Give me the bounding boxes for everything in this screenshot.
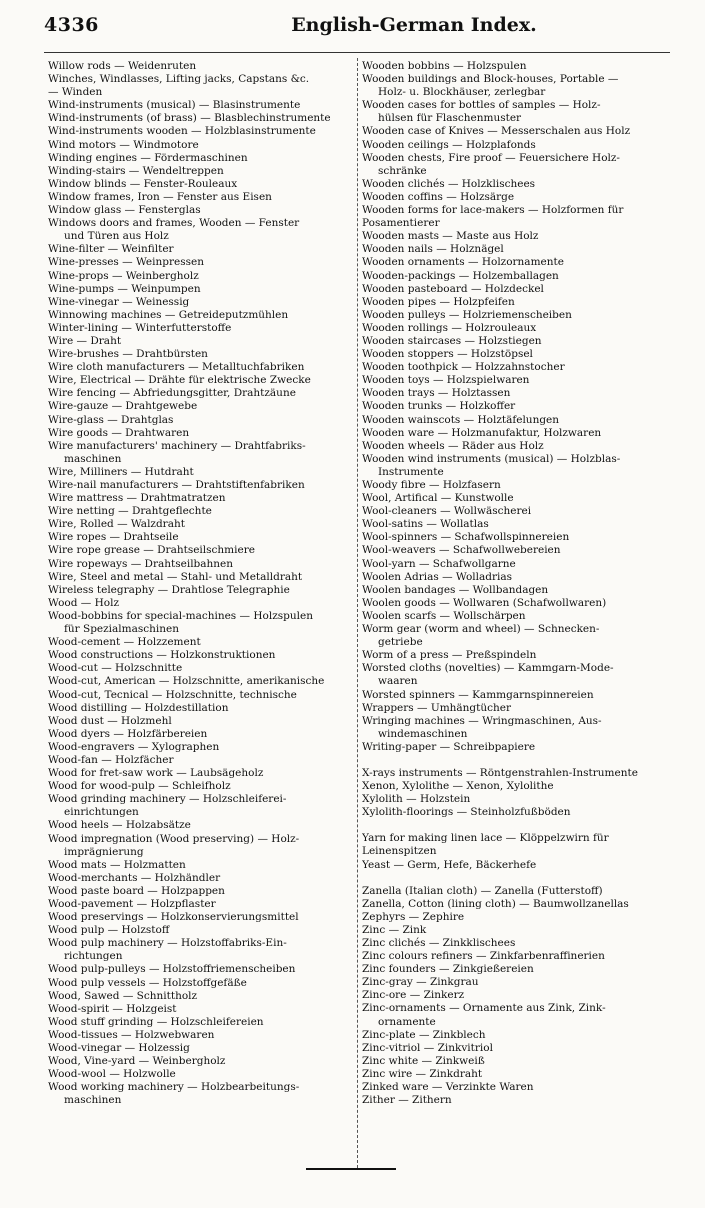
index-entry: Wooden masts — Maste aus Holz — [362, 230, 539, 243]
index-entry: Wireless telegraphy — Drahtlose Telegraphie — [48, 583, 290, 596]
index-entry: Wood pulp vessels — Holzstoffgefäße — [48, 976, 247, 989]
index-entry: Wood heels — Holzabsätze — [48, 819, 191, 832]
index-entry: Wire manufacturers' machinery — Drahtfabriks- — [48, 439, 306, 452]
index-entry: Wire, Electrical — Drähte für elektrische Zwecke — [48, 374, 311, 387]
index-entry: Zinc-gray — Zinkgrau — [362, 976, 479, 989]
index-entry: Wind motors — Windmotore — [48, 138, 199, 151]
index-entry: Wood distilling — Holzdestillation — [48, 701, 229, 714]
index-entry: Wood-merchants — Holzhändler — [48, 871, 221, 884]
index-entry: Wooden nails — Holznägel — [362, 243, 504, 256]
index-entry: Winches, Windlasses, Lifting jacks, Capstans &c. — [48, 73, 310, 86]
index-entry: Wooden stoppers — Holzstöpsel — [362, 348, 533, 361]
footer-rule — [306, 1168, 396, 1170]
index-entry: Wood grinding machinery — Holzschleiferei- — [48, 793, 287, 806]
index-entry: Wool-cleaners — Wollwäscherei — [362, 505, 532, 518]
index-entry: Zinc-ore — Zinkerz — [362, 989, 465, 1002]
index-entry: Wood-tissues — Holzwebwaren — [48, 1028, 215, 1041]
page-header — [44, 14, 664, 44]
index-entry: Wrappers — Umhängtücher — [362, 701, 512, 714]
index-entry: maschinen — [64, 452, 122, 465]
index-entry: Wooden pasteboard — Holzdeckel — [362, 282, 544, 295]
index-entry: Wire rope grease — Drahtseilschmiere — [48, 544, 255, 557]
index-entry: Wooden ornaments — Holzornamente — [362, 256, 564, 269]
section-gap — [362, 754, 668, 767]
index-entry: Wool, Artifical — Kunstwolle — [362, 492, 514, 505]
index-entry: Xylolith — Holzstein — [362, 793, 471, 806]
index-entry: Wooden staircases — Holzstiegen — [362, 334, 542, 347]
index-entry: windemaschinen — [378, 727, 468, 740]
index-entry: Zinc-vitriol — Zinkvitriol — [362, 1041, 493, 1054]
index-entry: maschinen — [64, 1094, 122, 1107]
index-entry: Wood, Sawed — Schnittholz — [48, 989, 198, 1002]
index-entry: Wire fencing — Abfriedungsgitter, Drahtzäune — [48, 387, 296, 400]
index-entry: getriebe — [378, 636, 423, 649]
index-entry: Wringing machines — Wringmaschinen, Aus- — [362, 714, 602, 727]
index-entry: Wire ropes — Drahtseile — [48, 531, 179, 544]
index-entry: schränke — [378, 164, 427, 177]
index-entry: hülsen für Flaschenmuster — [378, 112, 522, 125]
index-entry: Wooden pipes — Holzpfeifen — [362, 295, 515, 308]
index-entry: Wine-filter — Weinfilter — [48, 243, 174, 256]
index-entry: Wooden ceilings — Holzplafonds — [362, 138, 536, 151]
index-entry: Wooden-packings — Holzemballagen — [362, 269, 559, 282]
index-entry: waaren — [378, 675, 418, 688]
index-entry: richtungen — [64, 950, 123, 963]
index-entry: Wooden wheels — Räder aus Holz — [362, 439, 544, 452]
index-entry: Xenon, Xylolithe — Xenon, Xylolithe — [362, 780, 554, 793]
index-entry: Wooden pulleys — Holzriemenscheiben — [362, 308, 572, 321]
index-entry: Wind-instruments (of brass) — Blasblechinstrumente — [48, 112, 331, 125]
index-entry: Wine-vinegar — Weinessig — [48, 295, 190, 308]
index-entry: Wood paste board — Holzpappen — [48, 884, 225, 897]
index-entry: Zinc clichés — Zinkklischees — [362, 937, 516, 949]
index-entry: Woolen Adrias — Wolladrias — [362, 570, 513, 583]
index-entry: Wire goods — Drahtwaren — [48, 426, 190, 439]
index-entry: Wooden wainscots — Holztäfelungen — [362, 413, 560, 426]
index-entry: Worsted cloths (novelties) — Kammgarn-Mode- — [362, 662, 614, 675]
index-entry: Wood-wool — Holzwolle — [48, 1068, 176, 1081]
index-entry: Window blinds — Fenster-Rouleaux — [48, 177, 238, 190]
index-entry: Worsted spinners — Kammgarnspinnereien — [362, 688, 594, 701]
index-entry: Woolen scarfs — Wollschärpen — [362, 609, 526, 622]
index-entry: Posamentierer — [362, 217, 440, 230]
index-entry: Wood, Vine-yard — Weinbergholz — [48, 1055, 226, 1068]
index-entry: Willow rods — Weidenruten — [48, 60, 197, 72]
index-entry: ornamente — [378, 1015, 436, 1028]
index-entry: Wood-cut, American — Holzschnitte, amerikanische — [48, 675, 325, 688]
index-entry: Wooden bobbins — Holzspulen — [362, 60, 527, 72]
index-entry: Winter-lining — Winterfutterstoffe — [48, 321, 232, 334]
index-entry: Wooden chests, Fire proof — Feuersichere Holz- — [362, 151, 620, 164]
index-entry: Zinc white — Zinkweiß — [362, 1054, 485, 1067]
index-entry: Worm of a press — Preßspindeln — [362, 649, 537, 662]
index-entry: Writing-paper — Schreibpapiere — [362, 740, 536, 753]
index-entry: Wire cloth manufacturers — Metalltuchfabriken — [48, 361, 305, 374]
index-entry: Wire — Draht — [48, 334, 122, 347]
index-entry: Wood-vinegar — Holzessig — [48, 1042, 190, 1055]
index-entry: Zinc wire — Zinkdraht — [362, 1067, 483, 1080]
index-entry: Instrumente — [378, 465, 444, 478]
index-entry: Zinc-plate — Zinkblech — [362, 1028, 486, 1041]
index-entry: Wood — Holz — [48, 596, 119, 609]
index-entry: — Winden — [48, 86, 103, 99]
index-entry: einrichtungen — [64, 806, 139, 819]
index-entry: Zanella, Cotton (lining cloth) — Baumwollzanellas — [362, 897, 629, 910]
index-entry: Wire-brushes — Drahtbürsten — [48, 348, 208, 361]
index-entry: Zinc — Zink — [362, 923, 427, 936]
index-entry: Wine-pumps — Weinpumpen — [48, 282, 201, 295]
index-entry: Wool-weavers — Schafwollwebereien — [362, 544, 561, 557]
index-entry: Zinc founders — Zinkgießereien — [362, 963, 534, 976]
index-entry: Wooden ware — Holzmanufaktur, Holzwaren — [362, 426, 602, 439]
index-entry: Wooden clichés — Holzklischees — [362, 177, 536, 190]
index-entry: X-rays instruments — Röntgenstrahlen-Instrumente — [362, 766, 638, 779]
index-entry: Zinc-ornaments — Ornamente aus Zink, Zink- — [362, 1002, 606, 1015]
index-entry: für Spezialmaschinen — [64, 623, 179, 636]
index-entry: Wool-satins — Wollatlas — [362, 518, 489, 531]
page-number: 4336 — [44, 14, 99, 36]
index-entry: Yarn for making linen lace — Klöppelzwirn für — [362, 832, 609, 845]
index-entry: Wooden coffins — Holzsärge — [362, 190, 515, 203]
index-entry: Wood preservings — Holzkonservierungsmittel — [48, 911, 299, 924]
index-entry: Xylolith-floorings — Steinholzfußböden — [362, 806, 571, 819]
index-entry: Zanella (Italian cloth) — Zanella (Futterstoff) — [362, 884, 603, 897]
index-entry: und Türen aus Holz — [64, 230, 169, 243]
index-entry: Winding-stairs — Wendeltreppen — [48, 164, 224, 177]
index-entry: Wood-fan — Holzfächer — [48, 753, 174, 766]
index-entry: Wood working machinery — Holzbearbeitungs- — [48, 1081, 300, 1094]
index-entry: Wooden cases for bottles of samples — Holz- — [362, 99, 601, 112]
index-entry: Wire-nail manufacturers — Drahtstiftenfabriken — [48, 479, 305, 491]
column-divider — [357, 58, 358, 1168]
page-title: English-German Index. — [291, 14, 537, 36]
index-entry: Wool-yarn — Schafwollgarne — [362, 557, 516, 570]
index-entry: Wire, Rolled — Walzdraht — [48, 518, 185, 531]
index-entry: Window glass — Fensterglas — [48, 204, 201, 217]
index-entry: Wood for fret-saw work — Laubsägeholz — [48, 767, 264, 780]
index-entry: Wood-engravers — Xylographen — [48, 740, 220, 753]
index-entry: Wooden wind instruments (musical) — Holzblas- — [362, 452, 621, 465]
index-entry: Wood pulp machinery — Holzstoffabriks-Ein- — [48, 937, 287, 950]
index-entry: Wire, Steel and metal — Stahl- und Metalldraht — [48, 570, 303, 583]
index-entry: imprägnierung — [64, 845, 144, 858]
left-column — [48, 60, 354, 1108]
index-entry: Wood constructions — Holzkonstruktionen — [48, 649, 276, 662]
index-entry: Zither — Zithern — [362, 1094, 452, 1107]
right-column — [362, 60, 668, 1107]
index-entry: Wood-cut — Holzschnitte — [48, 662, 183, 675]
index-entry: Wind-instruments (musical) — Blasinstrumente — [48, 99, 301, 112]
index-entry: Wine-presses — Weinpressen — [48, 256, 204, 269]
index-entry: Wire-gauze — Drahtgewebe — [48, 400, 198, 413]
index-entry: Wooden rollings — Holzrouleaux — [362, 321, 537, 334]
index-entry: Wool-spinners — Schafwollspinnereien — [362, 531, 570, 544]
index-entry: Wood dust — Holzmehl — [48, 714, 172, 727]
index-entry: Wooden toys — Holzspielwaren — [362, 374, 530, 387]
index-entry: Wire-glass — Drahtglas — [48, 413, 174, 426]
index-entry: Zinked ware — Verzinkte Waren — [362, 1081, 534, 1094]
section-gap — [362, 819, 668, 832]
index-entry: Winding engines — Fördermaschinen — [48, 151, 248, 164]
index-entry: Window frames, Iron — Fenster aus Eisen — [48, 190, 272, 203]
index-entry: Holz- u. Blockhäuser, zerlegbar — [378, 86, 546, 99]
index-entry: Wood-spirit — Holzgeist — [48, 1002, 177, 1015]
index-entry: Woody fibre — Holzfasern — [362, 479, 501, 491]
index-entry: Wood stuff grinding — Holzschleifereien — [48, 1015, 264, 1028]
index-entry: Worm gear (worm and wheel) — Schnecken- — [362, 623, 600, 636]
index-entry: Wine-props — Weinbergholz — [48, 269, 199, 282]
header-rule — [44, 52, 670, 53]
index-entry: Woolen bandages — Wollbandagen — [362, 583, 549, 596]
index-entry: Wood dyers — Holzfärbereien — [48, 727, 208, 740]
index-entry: Wood-cut, Tecnical — Holzschnitte, technische — [48, 688, 297, 701]
index-entry: Wooden forms for lace-makers — Holzformen für — [362, 204, 624, 217]
index-entry: Wood impregnation (Wood preserving) — Holz- — [48, 832, 300, 845]
index-entry: Wire mattress — Drahtmatratzen — [48, 492, 226, 505]
index-entry: Woolen goods — Wollwaren (Schafwollwaren) — [362, 596, 607, 609]
index-entry: Wood-bobbins for special-machines — Holzspulen — [48, 609, 313, 622]
index-entry: Zephyrs — Zephire — [362, 910, 465, 923]
index-entry: Wire ropeways — Drahtseilbahnen — [48, 557, 234, 570]
index-entry: Wood pulp-pulleys — Holzstoffriemenscheiben — [48, 963, 296, 976]
index-entry: Windows doors and frames, Wooden — Fenster — [48, 217, 300, 230]
index-entry: Wire, Milliners — Hutdraht — [48, 465, 194, 478]
index-entry: Zinc colours refiners — Zinkfarbenraffinerien — [362, 950, 605, 963]
index-entry: Yeast — Germ, Hefe, Bäckerhefe — [362, 858, 537, 871]
index-entry: Wind-instruments wooden — Holzblasinstrumente — [48, 125, 316, 138]
index-entry: Wood-cement — Holzzement — [48, 636, 201, 649]
index-entry: Wooden trays — Holztassen — [362, 387, 511, 400]
index-entry: Wire netting — Drahtgeflechte — [48, 505, 212, 518]
index-entry: Wooden case of Knives — Messerschalen aus Holz — [362, 125, 631, 138]
index-entry: Wooden toothpick — Holzzahnstocher — [362, 361, 565, 374]
section-gap — [362, 872, 668, 885]
index-entry: Wooden buildings and Block-houses, Portable — — [362, 73, 619, 86]
index-entry: Wood mats — Holzmatten — [48, 858, 186, 871]
index-entry: Leinenspitzen — [362, 845, 437, 858]
index-entry: Winnowing machines — Getreideputzmühlen — [48, 308, 289, 321]
index-entry: Wood for wood-pulp — Schleifholz — [48, 780, 231, 793]
index-entry: Wood pulp — Holzstoff — [48, 924, 170, 937]
index-entry: Wood-pavement — Holzpflaster — [48, 898, 216, 910]
index-entry: Wooden trunks — Holzkoffer — [362, 400, 516, 413]
